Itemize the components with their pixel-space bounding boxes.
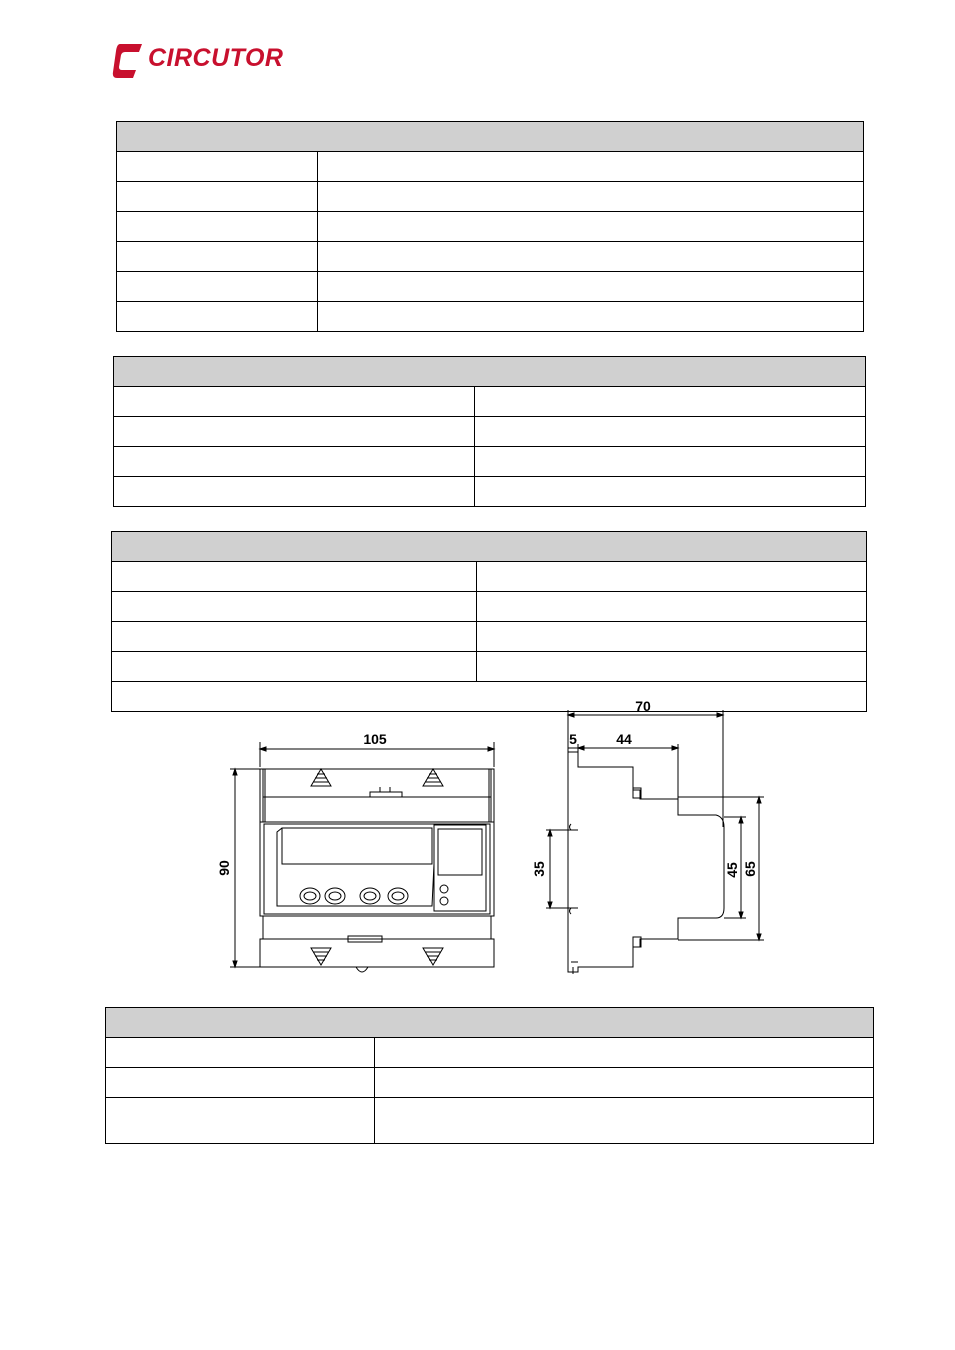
table-cell bbox=[117, 212, 318, 242]
table-row bbox=[114, 417, 866, 447]
dimension-drawing-cell bbox=[112, 682, 867, 878]
table-cell bbox=[477, 652, 867, 682]
table-row bbox=[112, 622, 867, 652]
table-row bbox=[117, 272, 864, 302]
table-row bbox=[117, 212, 864, 242]
side-view bbox=[531, 698, 764, 974]
table-cell bbox=[318, 182, 864, 212]
table-cell bbox=[114, 387, 475, 417]
table-cell bbox=[477, 562, 867, 592]
table-row bbox=[117, 302, 864, 332]
circutor-logo bbox=[112, 42, 292, 80]
dim-height-label: 90 bbox=[216, 860, 232, 876]
table-cell bbox=[112, 652, 477, 682]
table-cell bbox=[477, 622, 867, 652]
front-view bbox=[216, 731, 494, 972]
dim-width-label: 105 bbox=[363, 731, 387, 747]
dim-depth-label: 70 bbox=[635, 698, 651, 714]
table-cell bbox=[475, 447, 866, 477]
spec-table-2 bbox=[113, 356, 866, 507]
dim-35-label: 35 bbox=[531, 861, 547, 877]
spec-table-4 bbox=[105, 1007, 874, 1144]
table-cell bbox=[106, 1038, 375, 1068]
table-header bbox=[112, 532, 867, 562]
table-cell bbox=[112, 562, 477, 592]
table-row bbox=[112, 562, 867, 592]
table-row bbox=[114, 387, 866, 417]
table-cell bbox=[318, 272, 864, 302]
table-header-row bbox=[117, 122, 864, 152]
dim-45-label: 45 bbox=[724, 862, 740, 878]
table-cell bbox=[318, 302, 864, 332]
table-cell bbox=[117, 242, 318, 272]
table-cell bbox=[117, 302, 318, 332]
table-cell bbox=[112, 622, 477, 652]
table-cell bbox=[117, 272, 318, 302]
table-header bbox=[117, 122, 864, 152]
table-row bbox=[112, 592, 867, 622]
table-cell bbox=[475, 417, 866, 447]
dim-5-label: 5 bbox=[569, 731, 577, 747]
table-cell bbox=[375, 1068, 874, 1098]
table-row bbox=[106, 1098, 874, 1144]
table-cell bbox=[475, 477, 866, 507]
table-cell bbox=[117, 152, 318, 182]
spec-table-1 bbox=[116, 121, 864, 332]
table-cell bbox=[475, 387, 866, 417]
table-row bbox=[117, 152, 864, 182]
table-cell bbox=[318, 212, 864, 242]
table-row bbox=[106, 1068, 874, 1098]
table-cell bbox=[114, 417, 475, 447]
table-cell bbox=[114, 477, 475, 507]
table-cell bbox=[477, 592, 867, 622]
table-cell bbox=[375, 1038, 874, 1068]
circutor-logo-icon bbox=[112, 42, 146, 80]
table-row bbox=[114, 477, 866, 507]
table-row bbox=[117, 242, 864, 272]
table-cell bbox=[318, 152, 864, 182]
table-header-row bbox=[106, 1008, 874, 1038]
table-cell bbox=[318, 242, 864, 272]
brand-name: CIRCUTOR bbox=[148, 44, 284, 72]
table-row bbox=[114, 447, 866, 477]
table-row bbox=[112, 652, 867, 682]
table-cell bbox=[106, 1098, 375, 1144]
table-cell bbox=[114, 447, 475, 477]
dimension-drawing bbox=[112, 682, 865, 982]
dim-65-label: 65 bbox=[742, 861, 758, 877]
table-row bbox=[117, 182, 864, 212]
spec-table-3 bbox=[111, 531, 867, 878]
table-row bbox=[106, 1038, 874, 1068]
table-header-row bbox=[114, 357, 866, 387]
table-header bbox=[114, 357, 866, 387]
dim-44-label: 44 bbox=[616, 731, 632, 747]
table-header bbox=[106, 1008, 874, 1038]
table-header-row bbox=[112, 532, 867, 562]
table-cell bbox=[117, 182, 318, 212]
table-cell bbox=[106, 1068, 375, 1098]
drawing-row bbox=[112, 682, 867, 712]
button-icons bbox=[300, 888, 408, 904]
table-cell bbox=[375, 1098, 874, 1144]
table-cell bbox=[112, 592, 477, 622]
